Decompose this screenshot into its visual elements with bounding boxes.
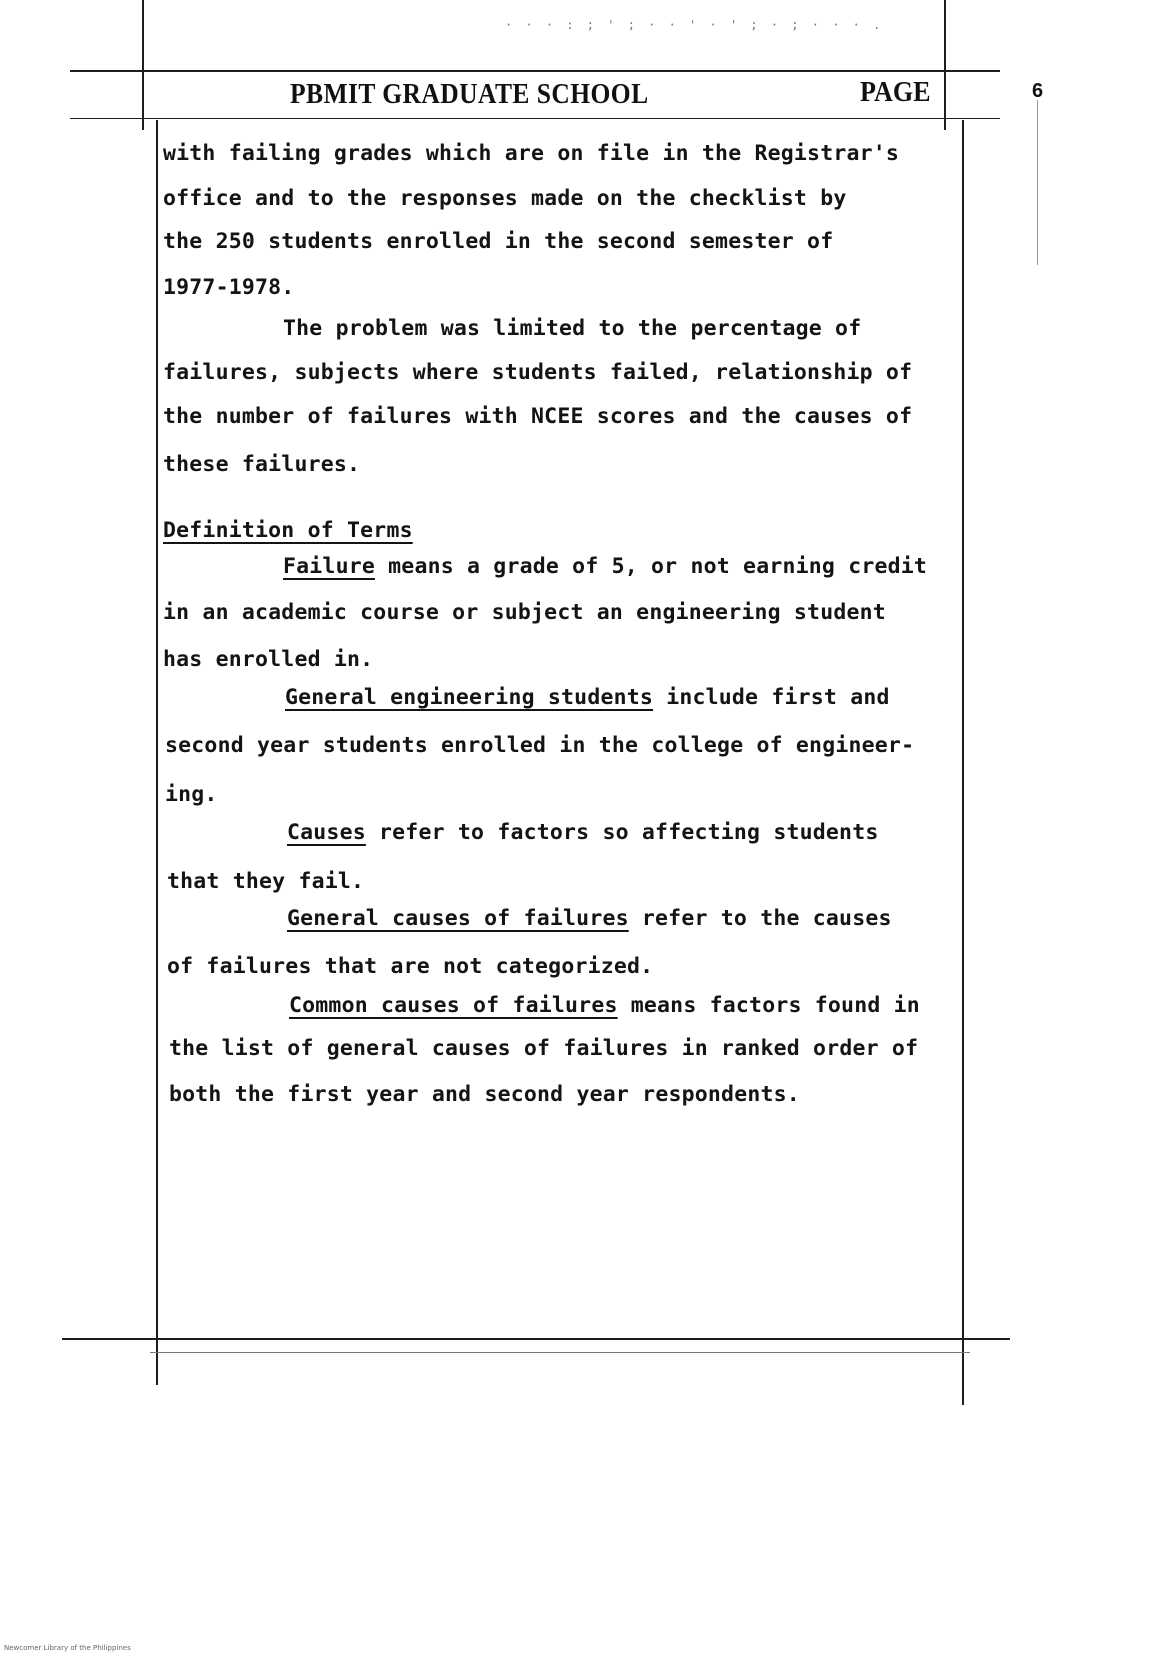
text-line: with failing grades which are on file in the Registrar's: [163, 141, 900, 166]
text-line: ing.: [165, 782, 218, 807]
text-line: the 250 students enrolled in the second semester of: [163, 229, 834, 254]
footer-rule-thin: [150, 1352, 970, 1353]
definition-causes: [287, 820, 879, 845]
school-title: PBMIT GRADUATE SCHOOL: [290, 78, 649, 110]
text-line: The problem was limited to the percentage of: [283, 316, 862, 341]
definition-text: refer to factors so affecting students: [365, 820, 879, 845]
margin-rule-far-right: [1037, 100, 1038, 265]
definition-failure: [283, 554, 927, 579]
definition-general-students: [285, 685, 890, 710]
definition-general-causes: [287, 906, 892, 931]
text-line: that they fail.: [167, 869, 365, 894]
text-line: office and to the responses made on the checklist by: [163, 186, 847, 211]
definition-text: means factors found in: [617, 993, 920, 1018]
frame-left-rule-lower: [156, 120, 158, 1385]
text-line: failures, subjects where students failed, relationship of: [163, 360, 913, 385]
term-common-causes-of-failures: Common causes of failures: [289, 993, 618, 1018]
section-heading: Definition of Terms: [163, 518, 413, 543]
definition-text: include first and: [653, 685, 890, 710]
term-causes: Causes: [287, 820, 366, 845]
text-line: the list of general causes of failures in ranked order of: [169, 1036, 919, 1061]
definition-text: means a grade of 5, or not earning credit: [375, 554, 928, 579]
frame-left-rule: [142, 0, 144, 130]
definition-common-causes: [289, 993, 920, 1018]
definition-text: refer to the causes: [628, 906, 892, 931]
frame-right-rule: [944, 0, 946, 130]
text-line: 1977-1978.: [163, 275, 295, 300]
text-line: second year students enrolled in the college of engineer-: [165, 733, 915, 758]
page-label: PAGE: [860, 76, 931, 108]
term-general-causes-of-failures: General causes of failures: [287, 906, 629, 931]
text-line: in an academic course or subject an engineering student: [163, 600, 886, 625]
page-number: 6: [1032, 80, 1044, 102]
scan-footer-note: Newcomer Library of the Philippines: [4, 1644, 131, 1652]
text-line: has enrolled in.: [163, 647, 374, 672]
text-line: the number of failures with NCEE scores and the causes of: [163, 404, 913, 429]
footer-rule: [62, 1338, 1010, 1340]
term-failure: Failure: [283, 554, 376, 579]
term-general-engineering-students: General engineering students: [285, 685, 654, 710]
frame-right-rule-lower: [962, 120, 964, 1405]
faint-stamp-marks: · · · : ; ' ; · · ' · ' ; · ; · · · .: [505, 18, 884, 32]
header-bottom-rule: [70, 118, 1000, 119]
text-line: these failures.: [163, 452, 361, 477]
text-line: both the first year and second year respondents.: [169, 1082, 800, 1107]
header-top-rule: [70, 70, 1000, 72]
text-line: of failures that are not categorized.: [167, 954, 654, 979]
